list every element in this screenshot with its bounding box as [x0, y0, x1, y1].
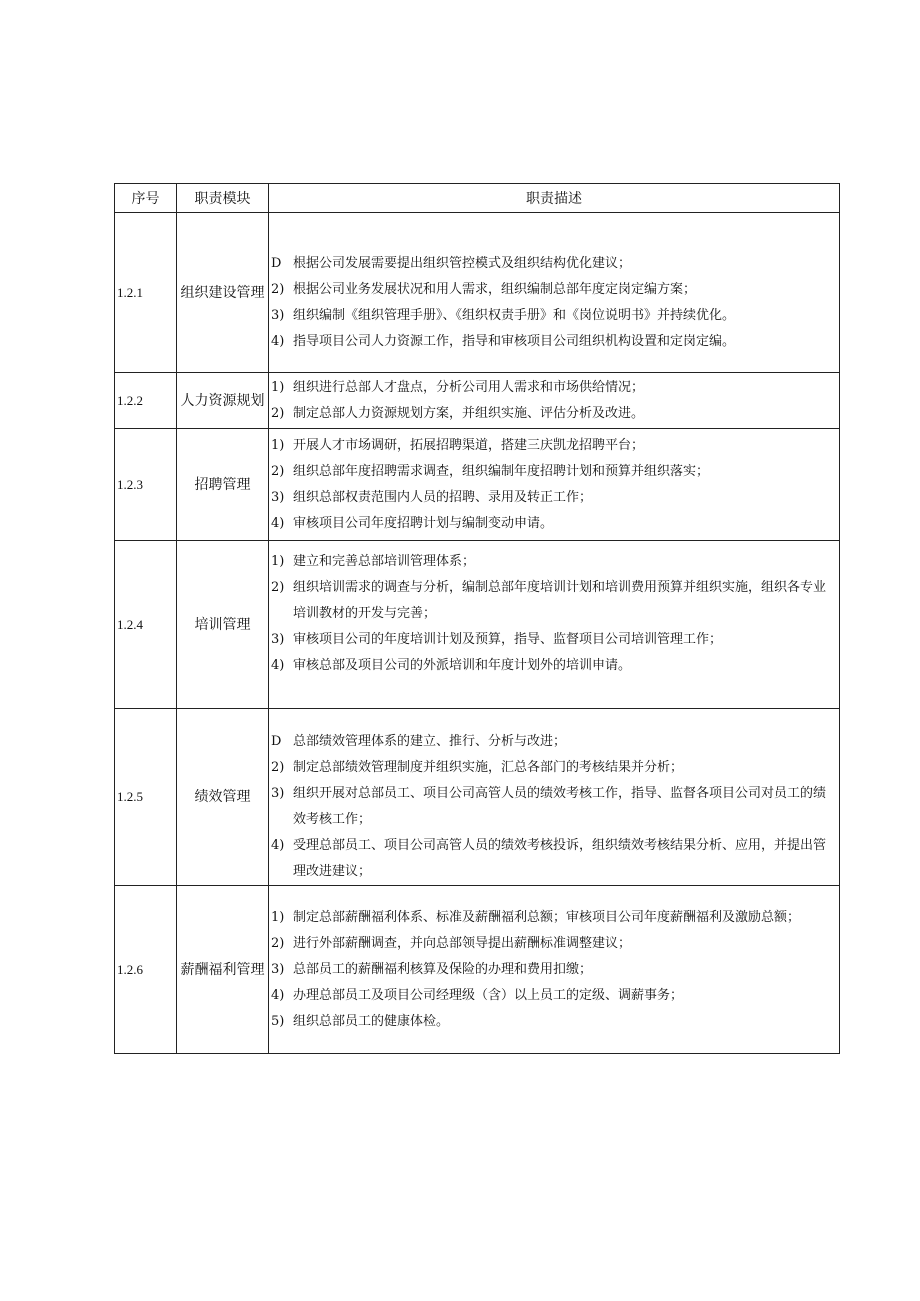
duty-item-text: 组织总部年度招聘需求调查，组织编制年度招聘计划和预算并组织落实； [293, 463, 710, 479]
duty-item [271, 729, 835, 755]
duty-item-text: 总部员工的薪酬福利核算及保险的办理和费用扣缴； [293, 961, 593, 977]
duty-item [271, 303, 835, 329]
duty-item-text: 审核项目公司的年度培训计划及预算，指导、监督项目公司培训管理工作； [293, 631, 723, 647]
table-row [115, 429, 840, 541]
row-seq: 1.2.6 [115, 886, 177, 1054]
duty-item-text: 组织进行总部人才盘点，分析公司用人需求和市场供给情况； [293, 379, 645, 395]
header-seq: 序号 [115, 184, 177, 213]
duty-item [271, 401, 835, 427]
duty-item [271, 575, 835, 627]
row-module: 绩效管理 [177, 709, 269, 886]
duty-item [271, 549, 835, 575]
row-seq: 1.2.1 [115, 213, 177, 373]
duty-item-text: 根据公司业务发展状况和用人需求，组织编制总部年度定岗定编方案； [293, 281, 697, 297]
duty-item-number: 3) [271, 631, 285, 647]
duty-item-text: 根据公司发展需要提出组织管控模式及组织结构优化建议； [293, 255, 632, 271]
row-module: 组织建设管理 [177, 213, 269, 373]
duty-item-text: 进行外部薪酬调查，并向总部领导提出薪酬标准调整建议； [293, 935, 632, 951]
duty-item [271, 931, 835, 957]
duty-item-number: 5) [271, 1013, 285, 1029]
duty-item [271, 277, 835, 303]
duty-item-text: 受理总部员工、项目公司高管人员的绩效考核投诉，组织绩效考核结果分析、应用，并提出管理改进建议； [293, 838, 827, 879]
duty-item [271, 251, 835, 277]
duty-item-number: 2) [271, 935, 285, 951]
duty-item-text: 审核项目公司年度招聘计划与编制变动申请。 [293, 515, 554, 531]
duty-item-number: 2) [271, 579, 285, 595]
duty-item-number: 3) [271, 961, 285, 977]
duty-item [271, 511, 835, 537]
duty-item-number: D [271, 734, 282, 749]
duty-item [271, 905, 835, 931]
duty-item-text: 开展人才市场调研，拓展招聘渠道，搭建三庆凯龙招聘平台； [293, 437, 645, 453]
duty-item-number: 1) [271, 437, 285, 453]
duty-item-text: 制定总部薪酬福利体系、标准及薪酬福利总额；审核项目公司年度薪酬福利及激励总额； [293, 909, 801, 925]
table-row [115, 886, 840, 1054]
duty-item-number: 1) [271, 379, 285, 395]
row-module: 招聘管理 [177, 429, 269, 541]
duty-item [271, 375, 835, 401]
duty-item-text: 制定总部绩效管理制度并组织实施，汇总各部门的考核结果并分析； [293, 760, 684, 775]
row-description [269, 213, 840, 373]
duty-item [271, 653, 835, 679]
row-module: 薪酬福利管理 [177, 886, 269, 1054]
row-seq: 1.2.3 [115, 429, 177, 541]
table-row [115, 541, 840, 709]
row-seq: 1.2.5 [115, 709, 177, 886]
duty-item [271, 627, 835, 653]
header-row [115, 184, 840, 213]
duty-item-number: 2) [271, 281, 285, 297]
table-row [115, 709, 840, 886]
duty-item [271, 983, 835, 1009]
row-module: 培训管理 [177, 541, 269, 709]
row-description [269, 373, 840, 429]
duty-item-number: 3) [271, 786, 285, 801]
duty-item-text: 组织编制《组织管理手册》、《组织权责手册》和《岗位说明书》并持续优化。 [293, 307, 736, 323]
duty-item [271, 1009, 835, 1035]
table-row [115, 213, 840, 373]
row-seq: 1.2.2 [115, 373, 177, 429]
duty-table [114, 183, 840, 1054]
duty-item [271, 957, 835, 983]
duty-item-number: 4) [271, 657, 285, 673]
duty-item-number: 1) [271, 909, 285, 925]
row-description [269, 429, 840, 541]
duty-item-number: 2) [271, 463, 285, 479]
duty-item [271, 459, 835, 485]
duty-item-text: 指导项目公司人力资源工作，指导和审核项目公司组织机构设置和定岗定编。 [293, 333, 736, 349]
header-module: 职责模块 [177, 184, 269, 213]
duty-item-number: 4) [271, 838, 285, 853]
duty-item-text: 总部绩效管理体系的建立、推行、分析与改进； [293, 734, 567, 749]
duty-item-number: 3) [271, 307, 285, 323]
duty-item-number: 4) [271, 333, 285, 349]
duty-item [271, 433, 835, 459]
row-seq: 1.2.4 [115, 541, 177, 709]
table-body [115, 213, 840, 1054]
duty-item-text: 制定总部人力资源规划方案，并组织实施、评估分析及改进。 [293, 405, 645, 421]
duty-item-number: 4) [271, 515, 285, 531]
duty-item-number: 2) [271, 760, 285, 775]
table-row [115, 373, 840, 429]
duty-item-number: 4) [271, 987, 285, 1003]
duty-item [271, 755, 835, 781]
row-description [269, 886, 840, 1054]
duty-item-number: 3) [271, 489, 285, 505]
duty-item [271, 833, 835, 885]
duty-item-text: 建立和完善总部培训管理体系； [293, 553, 476, 569]
duty-item-number: D [271, 255, 282, 271]
duty-item-text: 办理总部员工及项目公司经理级（含）以上员工的定级、调薪事务； [293, 987, 684, 1003]
duty-item-text: 组织总部权责范围内人员的招聘、录用及转正工作； [293, 489, 593, 505]
duty-item-number: 1) [271, 553, 285, 569]
row-description [269, 541, 840, 709]
duty-item [271, 485, 835, 511]
duty-item [271, 781, 835, 833]
row-module: 人力资源规划 [177, 373, 269, 429]
duty-item-text: 组织总部员工的健康体检。 [293, 1013, 450, 1029]
duty-item-text: 组织开展对总部员工、项目公司高管人员的绩效考核工作，指导、监督各项目公司对员工的绩效考核工作； [293, 786, 827, 827]
duty-item [271, 329, 835, 355]
header-desc: 职责描述 [269, 184, 840, 213]
duty-item-number: 2) [271, 405, 285, 421]
duty-item-text: 组织培训需求的调查与分析，编制总部年度培训计划和培训费用预算并组织实施，组织各专业培训教材的开发与完善； [293, 579, 827, 621]
duty-item-text: 审核总部及项目公司的外派培训和年度计划外的培训申请。 [293, 657, 632, 673]
row-description [269, 709, 840, 886]
